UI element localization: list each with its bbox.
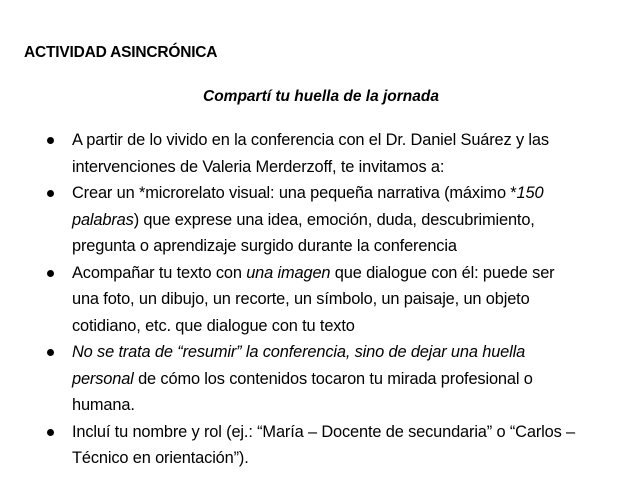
bullet-dot-icon	[47, 270, 54, 277]
bullet-item	[0, 180, 642, 260]
bullet-line	[72, 127, 620, 154]
bullet-line	[72, 366, 620, 393]
bullet-item	[0, 339, 642, 419]
bullet-dot-icon	[47, 429, 54, 436]
bullet-text: 150	[516, 184, 544, 202]
bullet-text: ) que exprese una idea, emoción, duda, descubrimiento,	[133, 210, 535, 229]
bullet-text: una foto, un dibujo, un recorte, un símbolo, un paisaje, un objeto	[72, 290, 530, 308]
bullet-item	[0, 260, 642, 340]
bullet-line	[72, 445, 620, 472]
bullet-text: palabras	[72, 210, 134, 229]
bullet-line	[72, 419, 620, 446]
bullet-line	[72, 313, 620, 340]
bullet-item	[0, 127, 642, 180]
document-heading: ACTIVIDAD ASINCRÓNICA	[24, 44, 218, 61]
bullet-line	[72, 260, 620, 287]
bullet-text: cotidiano, etc. que dialogue con tu texto	[72, 316, 355, 335]
bullet-text: pregunta o aprendizaje surgido durante la conferencia	[72, 237, 457, 255]
bullet-dot-icon	[47, 190, 54, 197]
bullet-text: Técnico en orientación”).	[72, 449, 249, 467]
bullet-text: A partir de lo vivido en la conferencia con el Dr. Daniel Suárez y las	[72, 131, 549, 149]
bullet-line	[72, 286, 620, 313]
bullet-line	[72, 392, 620, 419]
bullet-text: humana.	[72, 396, 135, 414]
bullet-text: Incluí tu nombre y rol (ej.: “María – Docente de secundaria” o “Carlos –	[72, 422, 576, 441]
bullet-text: Acompañar tu texto con	[72, 263, 247, 282]
bullet-text: No se trata de “resumir” la conferencia, sino de dejar una huella	[72, 343, 526, 361]
bullet-dot-icon	[47, 137, 54, 144]
bullet-text: que dialogue con él: puede ser	[330, 263, 555, 282]
bullet-text: personal	[72, 369, 134, 388]
bullet-line	[72, 180, 620, 207]
bullet-item	[0, 419, 642, 472]
document-subtitle: Compartí tu huella de la jornada	[203, 88, 439, 105]
bullet-line	[72, 207, 620, 234]
bullet-line	[72, 233, 620, 260]
bullet-line	[72, 339, 620, 366]
bullet-line	[72, 154, 620, 181]
bullet-text: intervenciones de Valeria Merderzoff, te invitamos a:	[72, 157, 445, 176]
bullet-list	[0, 127, 642, 472]
bullet-dot-icon	[47, 349, 54, 356]
bullet-text: de cómo los contenidos tocaron tu mirada profesional o	[133, 369, 533, 388]
bullet-text: Crear un *microrelato visual: una pequeña narrativa (máximo *	[72, 184, 517, 202]
bullet-text: una imagen	[246, 263, 331, 282]
